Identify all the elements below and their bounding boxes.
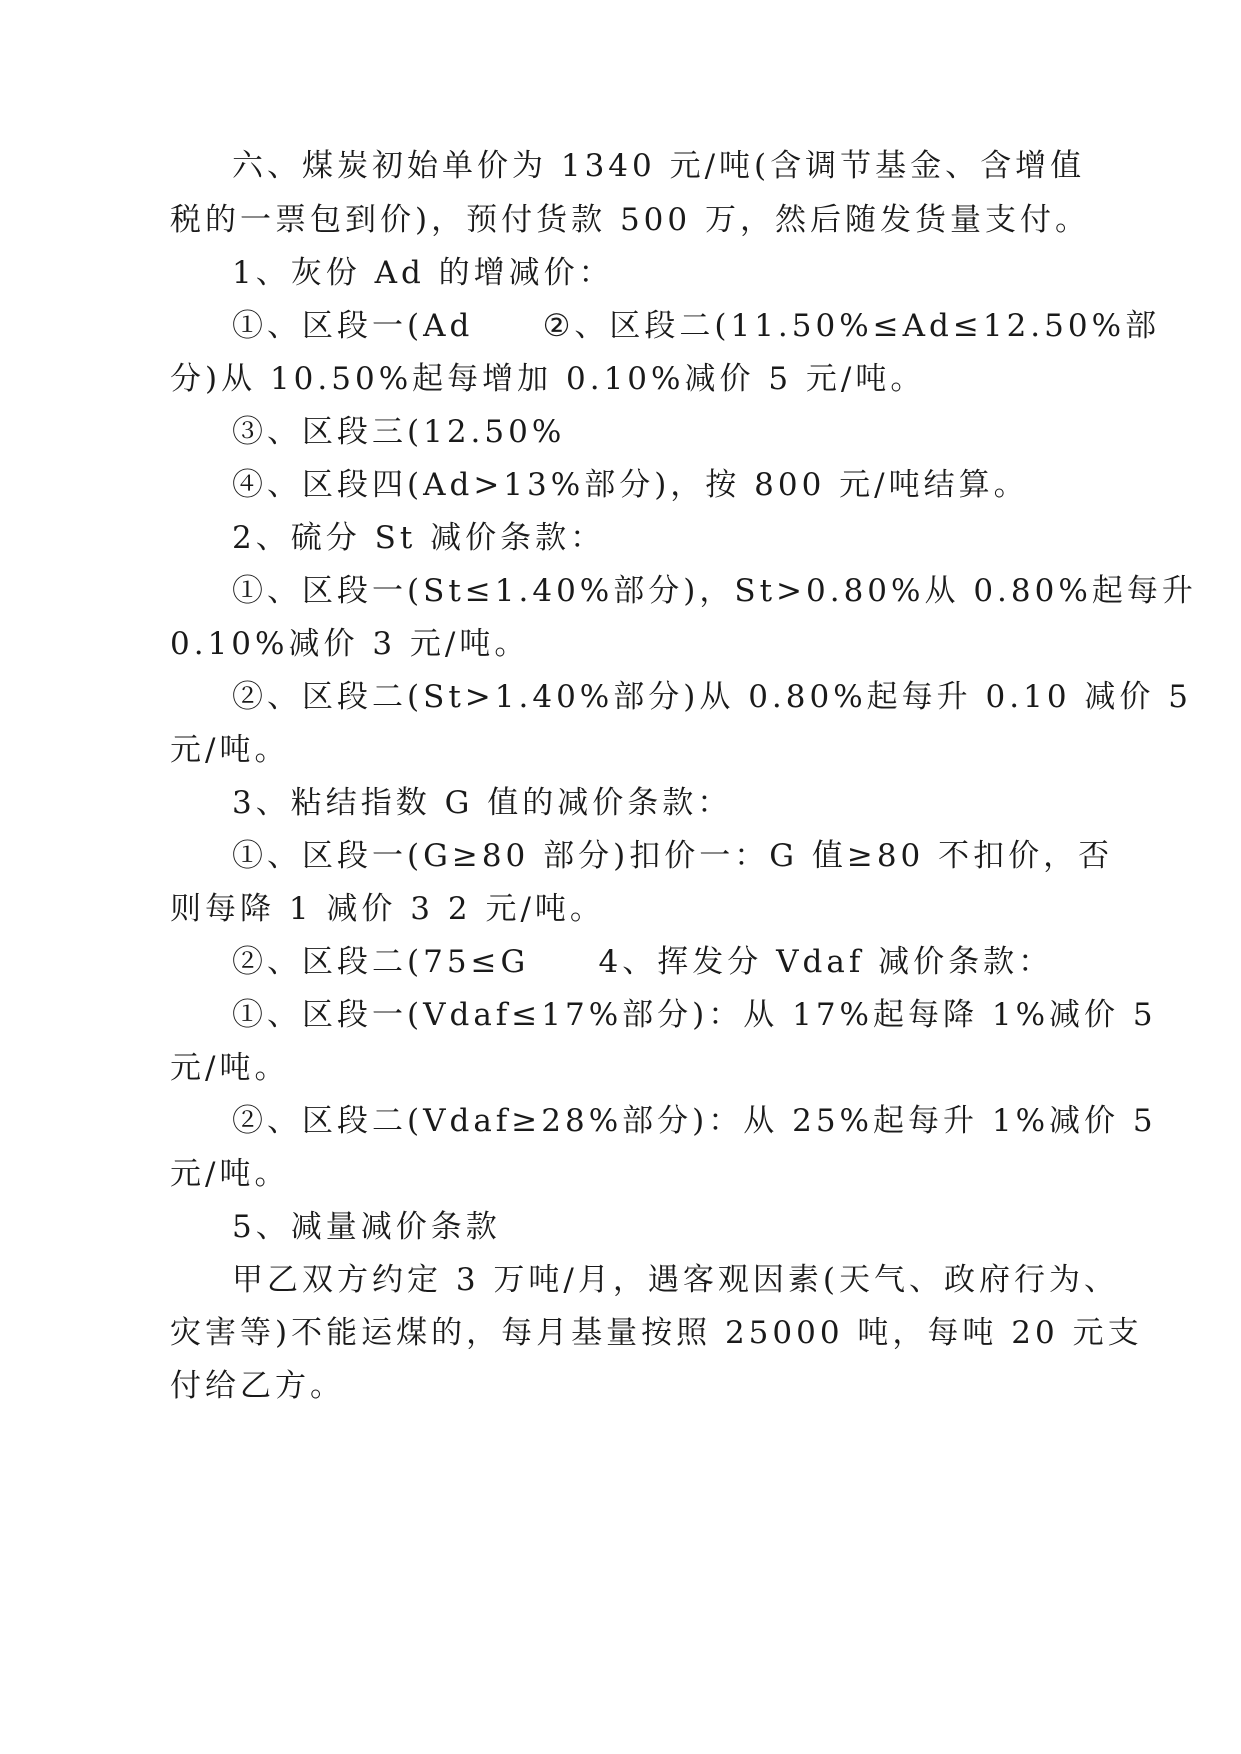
- paragraph-line: 元/吨。: [170, 1156, 290, 1192]
- paragraph-line: 六、煤炭初始单价为 1340 元/吨(含调节基金、含增值: [232, 148, 1086, 184]
- paragraph-line: ①、区段一(St≤1.40%部分)，St>0.80%从 0.80%起每升: [232, 573, 1197, 609]
- paragraph-line: 税的一票包到价)，预付货款 500 万，然后随发货量支付。: [170, 202, 1090, 238]
- paragraph-line: 1、灰份 Ad 的增减价：: [232, 255, 614, 291]
- paragraph-line: ②、区段二(Vdaf≥28%部分)：从 25%起每升 1%减价 5: [232, 1103, 1157, 1139]
- paragraph-line: ④、区段四(Ad>13%部分)，按 800 元/吨结算。: [232, 467, 1029, 503]
- paragraph-line: 2、硫分 St 减价条款：: [232, 520, 606, 556]
- paragraph-line: ①、区段一(G≥80 部分)扣价一：G 值≥80 不扣价，否: [232, 838, 1114, 874]
- paragraph-line: 元/吨。: [170, 732, 290, 768]
- paragraph-line: 5、减量减价条款: [232, 1209, 501, 1245]
- paragraph-line: ②、区段二(75≤G 4、挥发分 Vdaf 减价条款：: [232, 944, 1054, 980]
- paragraph-line: 则每降 1 减价 3 2 元/吨。: [170, 891, 605, 927]
- paragraph-line: ②、区段二(St>1.40%部分)从 0.80%起每升 0.10 减价 5: [232, 679, 1192, 715]
- paragraph-line: ①、区段一(Vdaf≤17%部分)：从 17%起每降 1%减价 5: [232, 997, 1157, 1033]
- paragraph-line: 付给乙方。: [170, 1368, 345, 1404]
- paragraph-line: 元/吨。: [170, 1050, 290, 1086]
- paragraph-line: 0.10%减价 3 元/吨。: [170, 626, 530, 662]
- paragraph-line: ③、区段三(12.50%: [232, 414, 566, 450]
- paragraph-line: 3、粘结指数 G 值的减价条款：: [232, 785, 733, 821]
- paragraph-line: ①、区段一(Ad ②、区段二(11.50%≤Ad≤12.50%部: [232, 308, 1161, 344]
- paragraph-line: 分)从 10.50%起每增加 0.10%减价 5 元/吨。: [170, 361, 926, 397]
- paragraph-line: 甲乙双方约定 3 万吨/月，遇客观因素(天气、政府行为、: [232, 1262, 1119, 1298]
- paragraph-line: 灾害等)不能运煤的，每月基量按照 25000 吨，每吨 20 元支: [170, 1315, 1143, 1351]
